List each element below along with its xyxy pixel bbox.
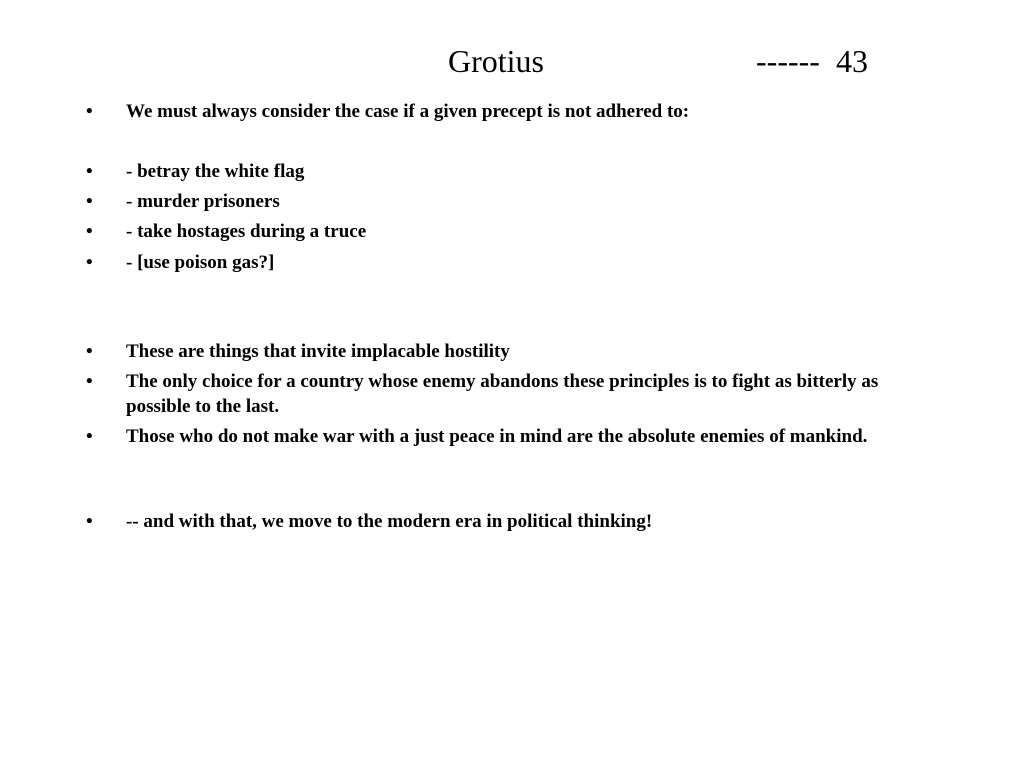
bullet-marker: • [86, 191, 93, 212]
slide-number: ------ 43 [756, 43, 868, 79]
bullet-marker: • [86, 426, 93, 447]
bullet-marker: • [86, 252, 93, 273]
bullet-text: The only choice for a country whose enemy abandons these principles is to fight as bitterly as possible to the last. [126, 371, 879, 417]
bullet-marker: • [86, 511, 93, 532]
bullet-marker: • [86, 341, 93, 362]
bullet-text: -- and with that, we move to the modern era in political thinking! [126, 511, 653, 532]
bullet-text: - take hostages during a truce [126, 221, 367, 242]
bullet-marker: • [86, 371, 93, 392]
bullet-text: - betray the white flag [126, 161, 305, 182]
bullet-text: These are things that invite implacable hostility [126, 341, 510, 362]
bullet-text: We must always consider the case if a given precept is not adhered to: [126, 101, 690, 122]
bullet-marker: • [86, 101, 93, 122]
bullet-text: - murder prisoners [126, 191, 280, 212]
bullet-text: Those who do not make war with a just peace in mind are the absolute enemies of mankind. [126, 426, 868, 447]
bullet-marker: • [86, 161, 93, 182]
bullet-marker: • [86, 221, 93, 242]
bullet-text: - [use poison gas?] [126, 252, 275, 273]
slide-title: Grotius [448, 43, 544, 79]
